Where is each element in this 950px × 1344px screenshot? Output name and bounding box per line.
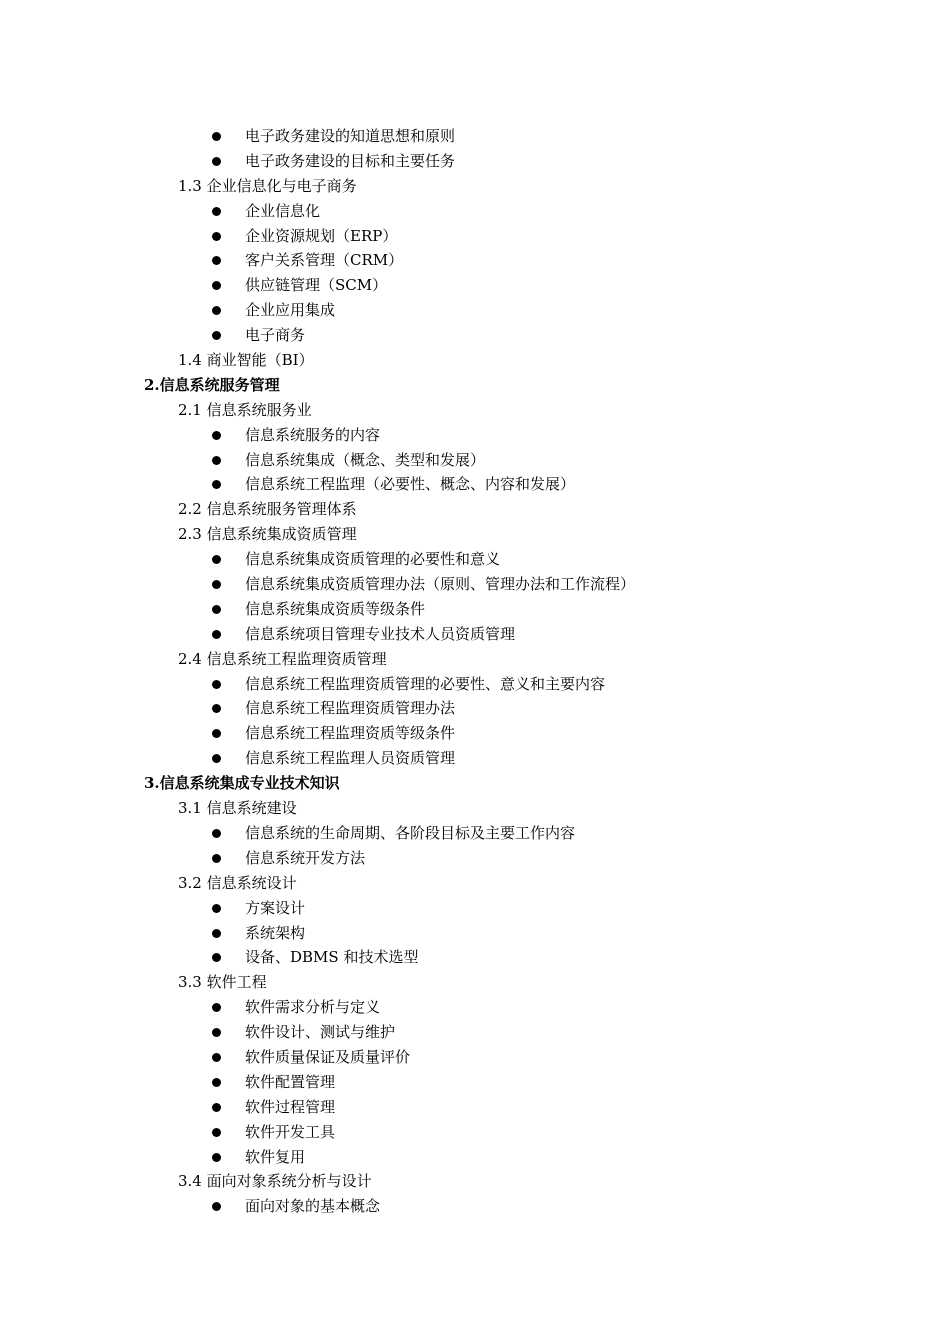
bullet-dot-icon	[212, 1103, 221, 1112]
outline-text: 2.信息系统服务管理	[144, 375, 280, 394]
bullet-dot-icon	[212, 1028, 221, 1037]
subsection-heading	[0, 970, 950, 995]
bullet-dot-icon	[212, 132, 221, 141]
bullet-item	[0, 199, 950, 224]
outline-text: 电子商务	[245, 326, 306, 345]
outline-list	[0, 124, 950, 1219]
bullet-dot-icon	[212, 1003, 221, 1012]
bullet-item	[0, 323, 950, 348]
outline-text: 面向对象的基本概念	[245, 1197, 381, 1216]
bullet-dot-icon	[212, 232, 221, 241]
bullet-dot-icon	[212, 480, 221, 489]
bullet-item	[0, 448, 950, 473]
bullet-item	[0, 1120, 950, 1145]
bullet-dot-icon	[212, 630, 221, 639]
bullet-item	[0, 1194, 950, 1219]
outline-text: 软件开发工具	[245, 1122, 336, 1141]
outline-text: 信息系统集成资质等级条件	[245, 599, 426, 618]
outline-text: 客户关系管理（CRM）	[245, 251, 404, 270]
bullet-dot-icon	[212, 1153, 221, 1162]
bullet-item	[0, 896, 950, 921]
subsection-heading	[0, 1169, 950, 1194]
bullet-dot-icon	[212, 704, 221, 713]
bullet-item	[0, 124, 950, 149]
bullet-dot-icon	[212, 929, 221, 938]
outline-text: 2.1 信息系统服务业	[178, 400, 312, 419]
outline-text: 信息系统服务的内容	[245, 425, 381, 444]
outline-text: 信息系统项目管理专业技术人员资质管理	[245, 624, 516, 643]
outline-text: 信息系统工程监理资质等级条件	[245, 724, 456, 743]
outline-text: 电子政务建设的目标和主要任务	[245, 151, 456, 170]
outline-text: 软件复用	[245, 1147, 306, 1166]
bullet-item	[0, 224, 950, 249]
bullet-item	[0, 248, 950, 273]
outline-text: 电子政务建设的知道思想和原则	[245, 127, 456, 145]
bullet-dot-icon	[212, 580, 221, 589]
outline-text: 2.2 信息系统服务管理体系	[178, 500, 357, 519]
bullet-item	[0, 149, 950, 174]
bullet-item	[0, 597, 950, 622]
outline-text: 3.信息系统集成专业技术知识	[144, 774, 340, 793]
bullet-dot-icon	[212, 1202, 221, 1211]
bullet-item	[0, 423, 950, 448]
bullet-dot-icon	[212, 256, 221, 265]
subsection-heading	[0, 497, 950, 522]
section-heading	[0, 771, 950, 796]
outline-text: 信息系统集成（概念、类型和发展）	[245, 450, 486, 469]
outline-text: 3.1 信息系统建设	[178, 799, 297, 818]
outline-text: 3.4 面向对象系统分析与设计	[178, 1172, 372, 1191]
subsection-heading	[0, 398, 950, 423]
bullet-item	[0, 1070, 950, 1095]
bullet-item	[0, 746, 950, 771]
bullet-item	[0, 945, 950, 970]
outline-text: 1.3 企业信息化与电子商务	[178, 176, 357, 195]
outline-text: 信息系统开发方法	[245, 848, 366, 867]
bullet-dot-icon	[212, 157, 221, 166]
bullet-item	[0, 1045, 950, 1070]
subsection-heading	[0, 796, 950, 821]
bullet-dot-icon	[212, 207, 221, 216]
bullet-dot-icon	[212, 456, 221, 465]
subsection-heading	[0, 522, 950, 547]
subsection-heading	[0, 174, 950, 199]
outline-text: 软件过程管理	[245, 1097, 336, 1116]
bullet-item	[0, 846, 950, 871]
document-page	[0, 124, 950, 1219]
bullet-item	[0, 622, 950, 647]
outline-text: 企业信息化	[245, 201, 321, 220]
outline-text: 软件质量保证及质量评价	[245, 1047, 411, 1066]
bullet-dot-icon	[212, 729, 221, 738]
outline-text: 设备、DBMS 和技术选型	[245, 948, 419, 967]
bullet-item	[0, 721, 950, 746]
outline-text: 系统架构	[245, 923, 306, 942]
outline-text: 信息系统的生命周期、各阶段目标及主要工作内容	[245, 823, 576, 842]
outline-text: 供应链管理（SCM）	[245, 276, 388, 295]
bullet-item	[0, 1020, 950, 1045]
bullet-dot-icon	[212, 605, 221, 614]
bullet-item	[0, 672, 950, 697]
bullet-item	[0, 298, 950, 323]
bullet-item	[0, 921, 950, 946]
bullet-dot-icon	[212, 754, 221, 763]
outline-text: 1.4 商业智能（BI）	[178, 351, 314, 370]
bullet-dot-icon	[212, 1078, 221, 1087]
bullet-item	[0, 1095, 950, 1120]
bullet-dot-icon	[212, 431, 221, 440]
bullet-item	[0, 547, 950, 572]
bullet-dot-icon	[212, 331, 221, 340]
bullet-dot-icon	[212, 306, 221, 315]
bullet-dot-icon	[212, 555, 221, 564]
bullet-dot-icon	[212, 953, 221, 962]
outline-text: 信息系统工程监理（必要性、概念、内容和发展）	[245, 475, 576, 494]
bullet-item	[0, 472, 950, 497]
bullet-item	[0, 821, 950, 846]
section-heading	[0, 373, 950, 398]
bullet-item	[0, 696, 950, 721]
outline-text: 2.4 信息系统工程监理资质管理	[178, 649, 387, 668]
outline-text: 企业资源规划（ERP）	[245, 226, 398, 245]
outline-text: 3.2 信息系统设计	[178, 873, 297, 892]
bullet-dot-icon	[212, 680, 221, 689]
bullet-dot-icon	[212, 854, 221, 863]
outline-text: 2.3 信息系统集成资质管理	[178, 525, 357, 544]
bullet-item	[0, 572, 950, 597]
outline-text: 软件设计、测试与维护	[245, 1023, 396, 1042]
bullet-dot-icon	[212, 281, 221, 290]
bullet-item	[0, 1145, 950, 1170]
bullet-item	[0, 995, 950, 1020]
bullet-dot-icon	[212, 1053, 221, 1062]
outline-text: 信息系统工程监理人员资质管理	[245, 749, 456, 768]
outline-text: 信息系统集成资质管理办法（原则、管理办法和工作流程）	[245, 575, 636, 594]
outline-text: 信息系统工程监理资质管理的必要性、意义和主要内容	[245, 674, 606, 693]
outline-text: 软件配置管理	[245, 1072, 336, 1091]
bullet-dot-icon	[212, 1128, 221, 1137]
subsection-heading	[0, 348, 950, 373]
outline-text: 方案设计	[245, 898, 306, 917]
subsection-heading	[0, 871, 950, 896]
outline-text: 3.3 软件工程	[178, 973, 267, 992]
bullet-item	[0, 273, 950, 298]
bullet-dot-icon	[212, 904, 221, 913]
bullet-dot-icon	[212, 829, 221, 838]
outline-text: 信息系统集成资质管理的必要性和意义	[245, 550, 501, 569]
outline-text: 企业应用集成	[245, 301, 336, 320]
outline-text: 软件需求分析与定义	[245, 998, 381, 1017]
subsection-heading	[0, 647, 950, 672]
outline-text: 信息系统工程监理资质管理办法	[245, 699, 456, 718]
